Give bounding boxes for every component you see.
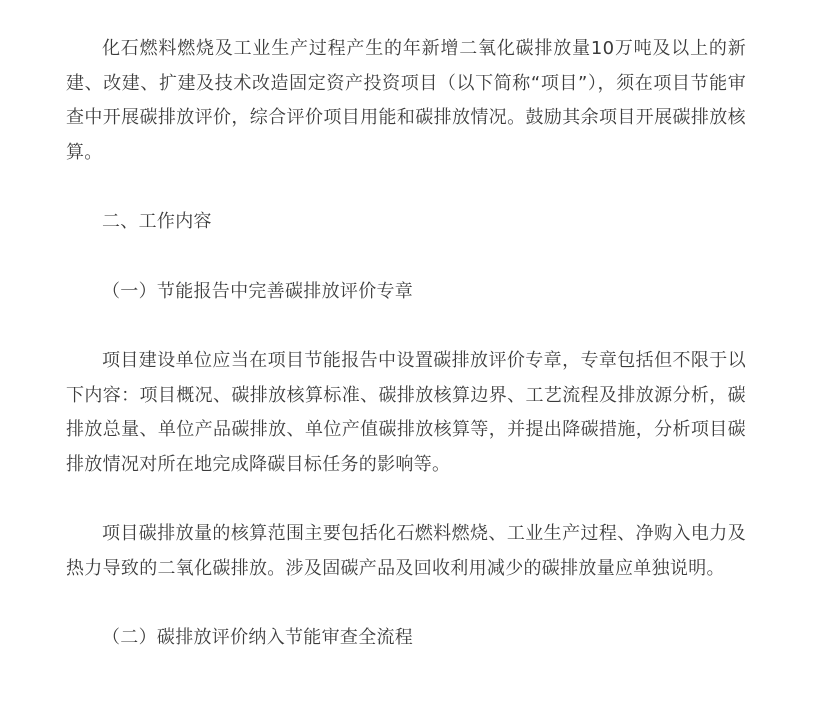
subsection-heading-1: （一）节能报告中完善碳排放评价专章 xyxy=(102,280,414,302)
subsection-heading-2: （二）碳排放评价纳入节能审查全流程 xyxy=(102,627,414,648)
article-body xyxy=(66,0,746,656)
paragraph-scope: 化石燃料燃烧及工业生产过程产生的年新增二氧化碳排放量10万吨及以上的新建、改建、扩建及技术改造固定资产投资项目（以下简称“项目”），须在项目节能审查中开展碳排放评价，综合评价项目用能和碳排放情况。鼓励其余项目开展碳排放核算。 xyxy=(66,38,746,163)
paragraph-accounting-scope: 项目碳排放量的核算范围主要包括化石燃料燃烧、工业生产过程、净购入电力及热力导致的二氧化碳排放。涉及固碳产品及回收利用减少的碳排放量应单独说明。 xyxy=(66,523,746,579)
paragraph-report-chapter: 项目建设单位应当在项目节能报告中设置碳排放评价专章，专章包括但不限于以下内容：项目概况、碳排放核算标准、碳排放核算边界、工艺流程及排放源分析，碳排放总量、单位产品碳排放、单位产值碳排放核算等，并提出降碳措施，分析项目碳排放情况对所在地完成降碳目标任务的影响等。 xyxy=(66,350,746,475)
section-heading-work-content: 二、工作内容 xyxy=(102,211,212,232)
